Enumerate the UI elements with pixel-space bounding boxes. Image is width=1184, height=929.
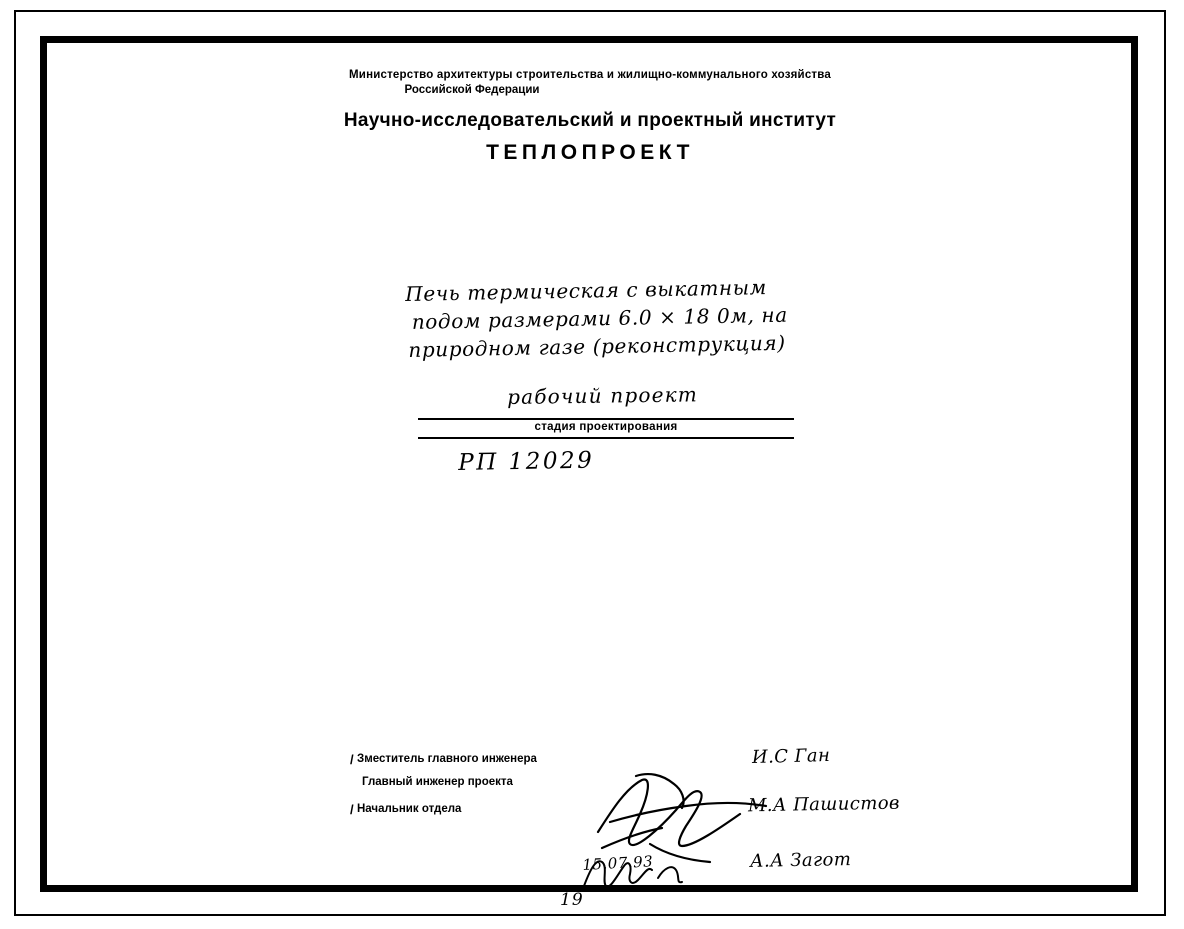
project-title-line-2: подом размерами 6.0 × 18 0м, на: [411, 302, 788, 334]
institute-name: ТЕПЛОПРОЕКТ: [486, 141, 694, 164]
design-stage-value: рабочий проект: [507, 382, 699, 409]
page-number: 19: [560, 890, 584, 910]
ministry-line-2: Российской Федерации: [404, 84, 540, 96]
signature-slash-mark: /: [350, 802, 354, 817]
project-title-handwritten: [405, 271, 877, 364]
document-header: [60, 68, 1120, 165]
stage-rule-top: [418, 418, 794, 420]
signature-block: [350, 744, 1090, 874]
signature-slash-mark: /: [350, 752, 354, 767]
project-title-line-1: Печь термическая с выкатным: [405, 275, 767, 306]
signature-name-department-head: А.А Загот: [749, 849, 852, 872]
signature-role-chief-project-engineer: Главный инженер проекта: [362, 776, 513, 788]
signature-role-deputy-chief-engineer: Зместитель главного инженера: [357, 753, 537, 765]
signature-date: 15.07.93: [582, 852, 654, 874]
project-code: РП 12029: [458, 447, 595, 476]
design-stage-caption: стадия проектирования: [534, 421, 678, 433]
signature-role-department-head: Начальник отдела: [357, 803, 462, 815]
project-title-line-3: природном газе (реконструкция): [408, 330, 786, 362]
signature-name-chief-project-engineer: М.А Пашистов: [747, 792, 901, 817]
stage-rule-bottom: [418, 437, 794, 439]
ministry-line-1: Министерство архитектуры строительства и жилищно-коммунального хозяйства: [349, 69, 831, 81]
signature-row: [350, 744, 1090, 775]
institute-type-line: Научно-исследовательский и проектный институт: [343, 110, 837, 131]
sheet-content-area: [60, 52, 1120, 910]
signature-name-deputy-chief-engineer: И.С Ган: [751, 744, 831, 769]
